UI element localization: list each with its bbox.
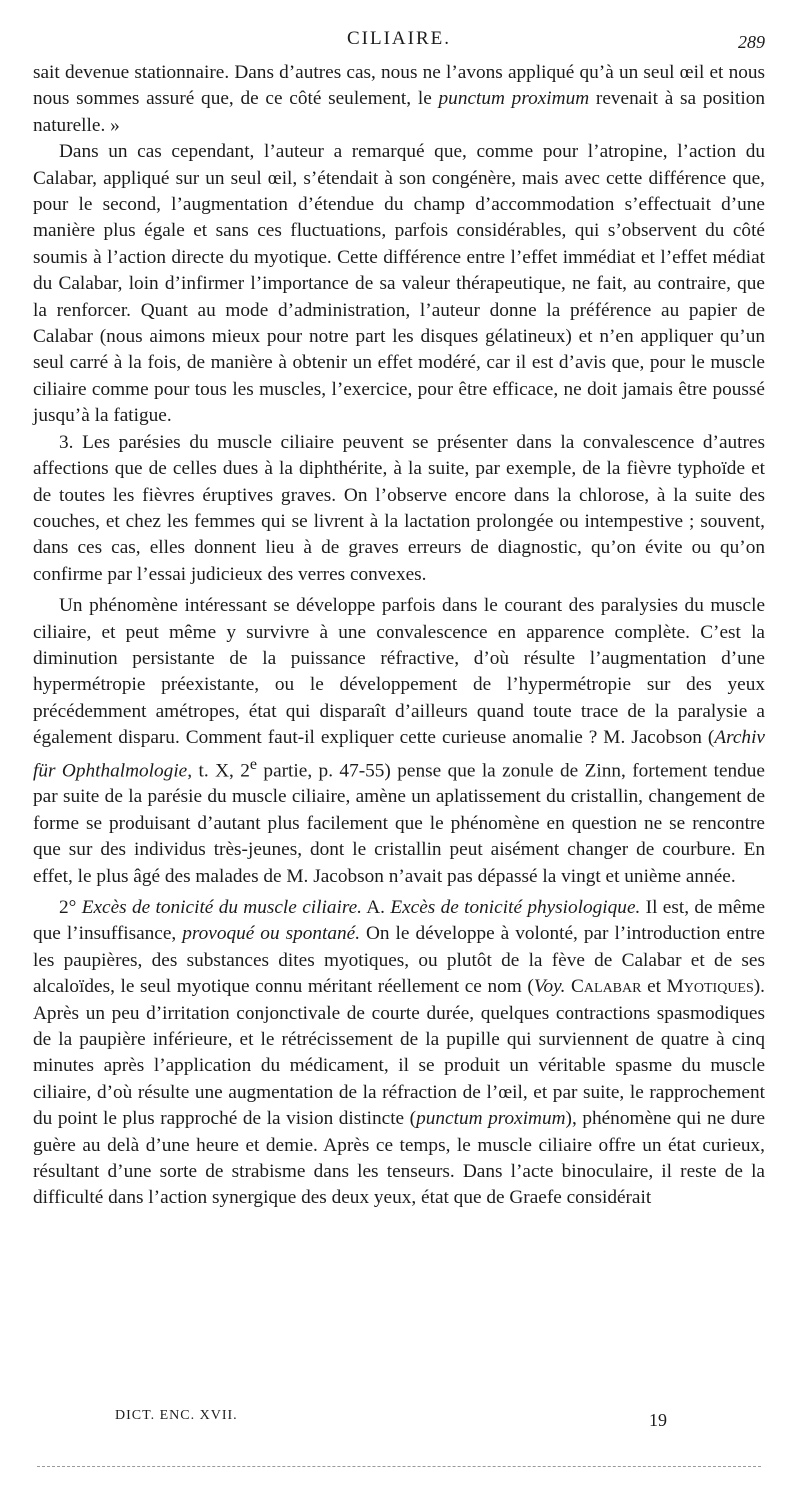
paragraph-5-crossref-myotiques: Myotiques <box>666 976 754 998</box>
paragraph-1-italic-term: punctum proximum <box>438 88 590 110</box>
paragraph-4-journal-title: Archiv für Ophthalmologie, <box>33 727 765 781</box>
sheet-number: 19 <box>649 1410 667 1430</box>
running-head: CILIAIRE. <box>346 28 451 49</box>
paragraph-5-text-a: 2° <box>59 897 82 919</box>
paragraph-2: Dans un cas cependant, l’auteur a remarqué que, comme pour l’atropine, l’action du Calabar, appliqué sur un seul œil, s’étendait à son congénère, mais avec cette différence que, pour le second, l’augmentation d’étendue du champ d’accommodation s’effectuait d’une manière plus égale et sans ces fluctuations, parfois considérables, qui s’observent du côté soumis à l’action directe du myotique. Cette différence entre l’effet immédiat et l’effet médiat du Calabar, loin d’infirmer l’importance de sa valeur thérapeutique, ne fait, au contraire, que la renforcer. Quant au mode d’administration, l’auteur donne la préférence au papier de Calabar (nous aimons mieux pour notre part les disques gélatineux) et n’en appliquer qu’un seul carré à la fois, de manière à obtenir un effet modéré, car il est d’avis que, pour le muscle ciliaire comme pour tous les muscles, l’exercice, pour être efficace, ne doit jamais être poussé jusqu’à la fatigue. <box>33 141 765 427</box>
paragraph-5-voy: Voy. <box>533 976 566 998</box>
paragraph-5-subheading: Excès de tonicité physiologique. <box>390 897 641 919</box>
paragraph-4 <box>33 593 765 890</box>
paragraph-5-text-k: et <box>641 976 667 998</box>
document-page <box>33 0 765 1502</box>
paragraph-1-text-c: revenait à sa position naturelle. » <box>33 88 765 136</box>
paragraph-5 <box>33 895 765 1212</box>
paragraph-5-text-o: ), phénomène qui ne dure guère au delà d’une heure et demie. Après ce temps, le muscle ciliaire offre un état curieux, résultant d’une sorte de strabisme dans les tenseurs. Dans l’acte binoculaire, il reste de la difficulté dans l’action synergique des deux yeux, état que de Graefe considérait <box>33 1108 766 1209</box>
paragraph-4-text-d: partie, p. 47-55) pense que la zonule de Zinn, fortement tendue par suite de la parésie du muscle ciliaire, amène un aplatissement du cristallin, changement de forme se produisant d’autant plus facilement que le phénomène en question ne se rencontre que sur des individus très-jeunes, dont le cristallin peut aisément changer de courbure. En effet, le plus âgé des malades de M. Jacobson n’avait pas dépassé la vingt et unième année. <box>33 759 765 887</box>
page-footer <box>33 1402 765 1442</box>
printer-signature: DICT. ENC. XVII. <box>115 1408 238 1423</box>
paragraph-5-italic-phrase: provoqué ou spontané. <box>182 923 361 945</box>
page-number: 289 <box>738 32 765 52</box>
page-header <box>33 28 765 58</box>
body-text <box>33 60 765 1212</box>
paragraph-5-text-m: ). Après un peu d’irritation conjonctivale de courte durée, quelques contractions spasmodiques de la paupière inférieure, et le rétrécissement de la pupille qui surviennent de quatre à cinq minutes après l’application du médicament, il se produit un véritable spasme du muscle ciliaire, d’où résulte une augmentation de la réfraction de l’œil, et par suite, le rapprochement du point le plus rapproché de la vision distincte ( <box>33 976 766 1130</box>
paragraph-5-heading: Excès de tonicité du muscle ciliaire. <box>81 897 362 919</box>
paragraph-1-text-a: sait devenue stationnaire. Dans d’autres cas, nous ne l’avons appliqué qu’à un seul œil et nous nous sommes assuré que, de ce côté seulement, le <box>33 62 765 110</box>
paragraph-5-italic-term: punctum proximum <box>416 1108 566 1130</box>
paragraph-5-crossref-calabar: Calabar <box>571 976 642 998</box>
paragraph-5-text-c: A. <box>361 897 391 919</box>
paragraph-5-text-g: On le développe à volonté, par l’introduction entre les paupières, des substances dites myotiques, ou plutôt de la fève de Calabar et de ses alcaloïdes, le seul myotique connu méritant réellement ce nom ( <box>33 923 765 998</box>
paragraph-5-text-e: Il est, de même que l’insuffisance, <box>33 897 766 945</box>
paragraph-4-text-c: t. X, 2 <box>192 759 250 781</box>
paragraph-1 <box>33 60 765 139</box>
paragraph-3: 3. Les parésies du muscle ciliaire peuvent se présenter dans la convalescence d’autres affections que de celles dues à la diphthérite, à la suite, par exemple, de la fièvre typhoïde et de toutes les fièvres éruptives graves. On l’observe encore dans la chlorose, à la suite des couches, et chez les femmes qui se livrent à la lactation prolongée ou intempestive ; souvent, dans ces cas, elles donnent lieu à de graves erreurs de diagnostic, qu’on évite ou qu’on confirme par l’essai judicieux des verres convexes. <box>33 431 765 585</box>
bottom-dashed-rule <box>37 1466 761 1467</box>
paragraph-4-superscript: e <box>249 755 258 773</box>
paragraph-4-text-a: Un phénomène intéressant se développe parfois dans le courant des paralysies du muscle ciliaire, et peut même y survivre à une convalescence en apparence complète. C’est la diminution persistante de la puissance réfractive, d’où résulte l’augmentation d’une hypermétropie préexistante, ou le développement de l’hypermétropie sur des yeux précédemment amétropes, état qui disparaît d’ailleurs quand toute trace de la paralysie a également disparu. Comment faut-il expliquer cette curieuse anomalie ? M. Jacobson ( <box>33 595 765 749</box>
